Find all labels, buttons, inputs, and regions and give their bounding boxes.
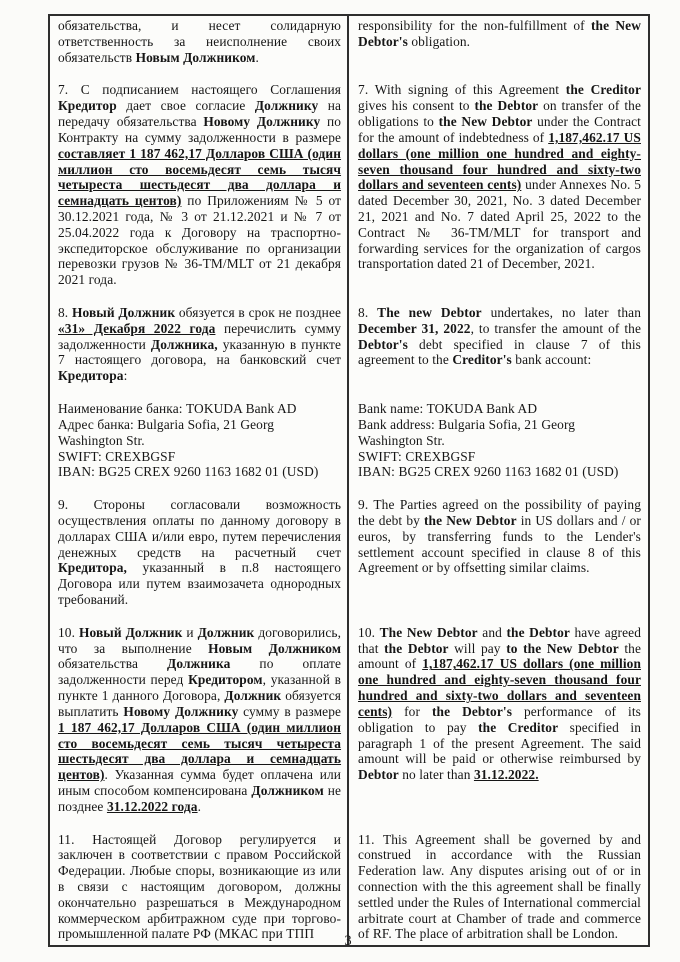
text-segment: Должника bbox=[167, 656, 231, 672]
text-segment: Должник bbox=[197, 624, 255, 640]
clause-9-en bbox=[348, 495, 649, 623]
clause-9-ru bbox=[49, 495, 348, 623]
paragraph bbox=[358, 497, 641, 576]
row-clause-6-continuation bbox=[49, 15, 649, 80]
text-segment: Должник bbox=[224, 688, 282, 704]
paragraph bbox=[358, 625, 641, 783]
text-segment: The New Debtor bbox=[379, 624, 478, 640]
row-bank-details bbox=[49, 399, 649, 495]
bank-detail-line: Bank name: TOKUDA Bank AD bbox=[358, 401, 538, 417]
text-segment: по оплате задолженности перед bbox=[58, 656, 342, 688]
text-segment: performance of its obligation to pay bbox=[358, 703, 641, 735]
row-clause-8 bbox=[49, 303, 649, 399]
paragraph bbox=[358, 18, 641, 50]
text-segment: the New Debtor bbox=[438, 114, 533, 130]
text-segment: the Debtor bbox=[474, 98, 539, 114]
bank-detail-line: Washington Str. bbox=[358, 432, 445, 448]
text-segment: for bbox=[392, 703, 432, 719]
paragraph bbox=[358, 82, 641, 272]
text-segment: will pay bbox=[448, 640, 507, 656]
text-segment: 11. This Agreement shall be governed by and construed in accordance with the Russian Federation law. Any disputes arising out of or in connection with the this agreement shall be finally settled under the Rules of International commercial arbitrate court at Chamber of trade and commerce of RF. The place of arbitration shall be London. bbox=[358, 831, 641, 942]
text-segment: Кредитор bbox=[58, 98, 117, 114]
clause-7-ru bbox=[49, 80, 348, 303]
text-segment: составляет 1 187 462,17 Долларов США (один миллион сто восемьдесят семь тысяч четыреста шестьдесят два доллара и семнадцать центов) bbox=[58, 145, 342, 209]
text-segment: обязуется выплатить bbox=[58, 688, 342, 719]
clause-11-en bbox=[348, 830, 649, 947]
text-segment: in US dollars and / or euros, by transferring funds to the Lender's settlement account specified in clause 8 of this Agreement or by offsetting similar claims. bbox=[358, 512, 641, 576]
clause-6-continuation-en bbox=[348, 15, 649, 80]
text-segment: 8. bbox=[58, 305, 72, 320]
text-segment: перечислить сумму задолженности bbox=[58, 320, 342, 352]
bank-details-ru bbox=[49, 399, 348, 495]
bank-detail-line: IBAN: BG25 CREX 9260 1163 1682 01 (USD) bbox=[358, 464, 619, 480]
text-segment: не позднее bbox=[58, 782, 342, 814]
text-segment: Новый Должник bbox=[71, 305, 176, 320]
text-segment: under the Contract for the amount of indebtedness of bbox=[358, 114, 641, 145]
text-segment: the Debtor's bbox=[432, 703, 513, 719]
text-segment: 9. The Parties agreed on the possibility of paying the debt by bbox=[358, 497, 641, 528]
text-segment: Новый Должник bbox=[78, 624, 183, 640]
text-segment: specified in paragraph 1 of the present Agreement. The said amount will be paid or otherwise reimbursed by bbox=[358, 719, 641, 767]
text-segment: have agreed that bbox=[358, 624, 641, 656]
text-segment: December 31, 2022 bbox=[358, 320, 471, 336]
text-segment: the New Debtor's bbox=[358, 18, 641, 49]
text-segment: on transfer of the obligations to bbox=[358, 98, 641, 130]
text-segment: bank account: bbox=[511, 352, 592, 368]
text-segment: 1,187,462.17 US dollars (one million one hundred and eighty-seven thousand four hundred and sixty-two dollars and seventeen cents) bbox=[358, 656, 641, 719]
text-segment: . bbox=[197, 798, 202, 814]
paragraph bbox=[58, 18, 341, 65]
text-segment: Новому Должнику bbox=[203, 114, 321, 130]
text-segment: 10. bbox=[358, 624, 380, 640]
text-segment: 7. With signing of this Agreement bbox=[358, 82, 566, 98]
text-segment: Кредитора bbox=[58, 368, 124, 384]
text-segment: the Debtor bbox=[384, 640, 449, 656]
text-segment: the Creditor bbox=[478, 719, 559, 735]
text-segment: 31.12.2022 года bbox=[106, 798, 198, 814]
text-segment: 9. Стороны согласовали возможность осуществления оплаты по данному договору в долларах США и/или евро, путем перечисления денежных средств на расчетный счет bbox=[58, 497, 342, 560]
text-segment: Новым Должником bbox=[135, 49, 256, 65]
text-segment: the Debtor bbox=[506, 624, 570, 640]
text-segment: to the New Debtor bbox=[506, 640, 619, 656]
clause-7-en bbox=[348, 80, 649, 303]
text-segment: 1 187 462,17 Долларов США (один миллион сто восемьдесят семь тысяч четыреста шестьдесят два доллара и семнадцать центов) bbox=[58, 719, 342, 783]
clause-8-ru bbox=[49, 303, 348, 399]
text-segment: responsibility for the non-fulfillment of bbox=[358, 18, 591, 33]
bank-detail-lines bbox=[358, 401, 641, 480]
paragraph bbox=[58, 497, 341, 608]
text-segment: 1,187,462.17 US dollars (one million one hundred and eighty-seven thousand four hundred and sixty-two dollars and seventeen cents) bbox=[358, 129, 641, 193]
text-segment: , to transfer the amount of the bbox=[470, 320, 641, 336]
text-segment: . bbox=[255, 49, 259, 65]
bank-detail-line: Washington Str. bbox=[58, 432, 145, 448]
bank-detail-lines bbox=[58, 401, 341, 480]
text-segment: дает свое согласие bbox=[116, 98, 255, 114]
bank-detail-line: SWIFT: CREXBGSF bbox=[58, 448, 176, 464]
bank-detail-line: IBAN: BG25 CREX 9260 1163 1682 01 (USD) bbox=[58, 464, 319, 480]
text-segment: Кредитора, bbox=[58, 560, 127, 576]
row-clause-11 bbox=[49, 830, 649, 947]
bank-detail-line: SWIFT: CREXBGSF bbox=[358, 448, 476, 464]
page-number: 3 bbox=[344, 933, 352, 949]
clause-10-en bbox=[348, 623, 649, 830]
text-segment: 11. Настоящей Договор регулируется и заключен в соответствии с правом Российской Федерации. Любые споры, возникающие из или в связи с настоящим договором, должны окончательно разрешаться в Международном коммерческом арбитражном суде при торгово-промышленной палате РФ (МКАС при ТПП bbox=[58, 831, 342, 942]
text-segment: obligation. bbox=[407, 33, 471, 49]
text-segment: The new Debtor bbox=[377, 305, 482, 320]
text-segment: 10. bbox=[58, 624, 79, 640]
text-segment: debt specified in clause 7 of this agreement to the bbox=[358, 336, 641, 368]
paragraph bbox=[58, 832, 341, 943]
text-segment: указанный в п.8 настоящего Договора или путем взаимозачета однородных требований. bbox=[58, 560, 342, 607]
text-segment: на передачу обязательства bbox=[58, 98, 342, 130]
text-segment: 8. bbox=[358, 305, 378, 320]
agreement-clauses-table bbox=[48, 14, 650, 947]
text-segment: по Контракту на сумму задолженности в размере bbox=[58, 114, 342, 145]
text-segment: Должника, bbox=[150, 336, 218, 352]
text-segment: договорились, что за выполнение bbox=[58, 624, 342, 656]
clause-8-en bbox=[348, 303, 649, 399]
text-segment: 31.12.2022. bbox=[473, 767, 539, 783]
bank-detail-line: Bank address: Bulgaria Sofia, 21 Georg bbox=[358, 416, 576, 432]
text-segment: under Annexes No. 5 dated December 30, 2021, No. 3 dated December 21, 2021 and No. 7 dated April 25, 2022 to the Contract № 36-TM/MLT for transport and forwarding services for the organization of cargos transportation dated 21 of December, 2021. bbox=[358, 177, 641, 272]
bank-detail-line: Адрес банка: Bulgaria Sofia, 21 Georg bbox=[58, 416, 275, 432]
clause-6-continuation-ru bbox=[49, 15, 348, 80]
text-segment: «31» Декабря 2022 года bbox=[58, 320, 216, 336]
clause-11-ru bbox=[49, 830, 348, 947]
text-segment: обязуется в срок не позднее bbox=[175, 305, 342, 320]
text-segment: указанную в пункте 7 настоящего договора, на банковский счет bbox=[58, 336, 342, 368]
paragraph bbox=[58, 625, 341, 815]
text-segment: Debtor's bbox=[358, 336, 408, 352]
bank-detail-line: Наименование банка: TOKUDA Bank AD bbox=[58, 401, 297, 417]
text-segment: gives his consent to bbox=[358, 98, 475, 114]
text-segment: and bbox=[477, 624, 507, 640]
text-segment: Кредитором bbox=[188, 672, 263, 688]
text-segment: Debtor bbox=[358, 767, 399, 783]
text-segment: по Приложениям № 5 от 30.12.2021 года, № 3 от 21.12.2021 и № 7 от 25.04.2022 года к Договору на траспортно-экспедиторское обслуживание по организации перевозки грузов № 36-TM/MLT от 21 декабря 2021 года. bbox=[58, 193, 342, 288]
text-segment: the amount of bbox=[358, 640, 641, 672]
text-segment: и bbox=[182, 624, 198, 640]
text-segment: Новому Должнику bbox=[123, 703, 239, 719]
text-segment: the Creditor bbox=[565, 82, 641, 98]
paragraph bbox=[358, 305, 641, 368]
text-segment: Новым Должником bbox=[208, 640, 342, 656]
text-segment: undertakes, no later than bbox=[481, 305, 641, 320]
row-clause-10 bbox=[49, 623, 649, 830]
text-segment: , указанной в пункте 1 данного Договора, bbox=[58, 672, 342, 704]
text-segment: Creditor's bbox=[452, 352, 512, 368]
text-segment: : bbox=[123, 368, 128, 384]
text-segment: Должнику bbox=[254, 98, 319, 114]
text-segment: сумму в размере bbox=[238, 703, 342, 719]
clause-10-ru bbox=[49, 623, 348, 830]
paragraph bbox=[58, 82, 341, 288]
row-clause-9 bbox=[49, 495, 649, 623]
text-segment: обязательства, и несет солидарную ответственность за неисполнение своих обязательств bbox=[58, 18, 342, 65]
text-segment: no later than bbox=[398, 767, 474, 783]
paragraph bbox=[358, 832, 641, 943]
text-segment: Должником bbox=[251, 782, 324, 798]
text-segment: обязательства bbox=[58, 656, 168, 672]
text-segment: 7. С подписанием настоящего Соглашения bbox=[58, 82, 342, 98]
paragraph bbox=[58, 305, 341, 384]
text-segment: the New Debtor bbox=[423, 512, 517, 528]
text-segment: . Указанная сумма будет оплачена или иным способом компенсирована bbox=[58, 767, 342, 798]
bank-details-en bbox=[348, 399, 649, 495]
row-clause-7 bbox=[49, 80, 649, 303]
